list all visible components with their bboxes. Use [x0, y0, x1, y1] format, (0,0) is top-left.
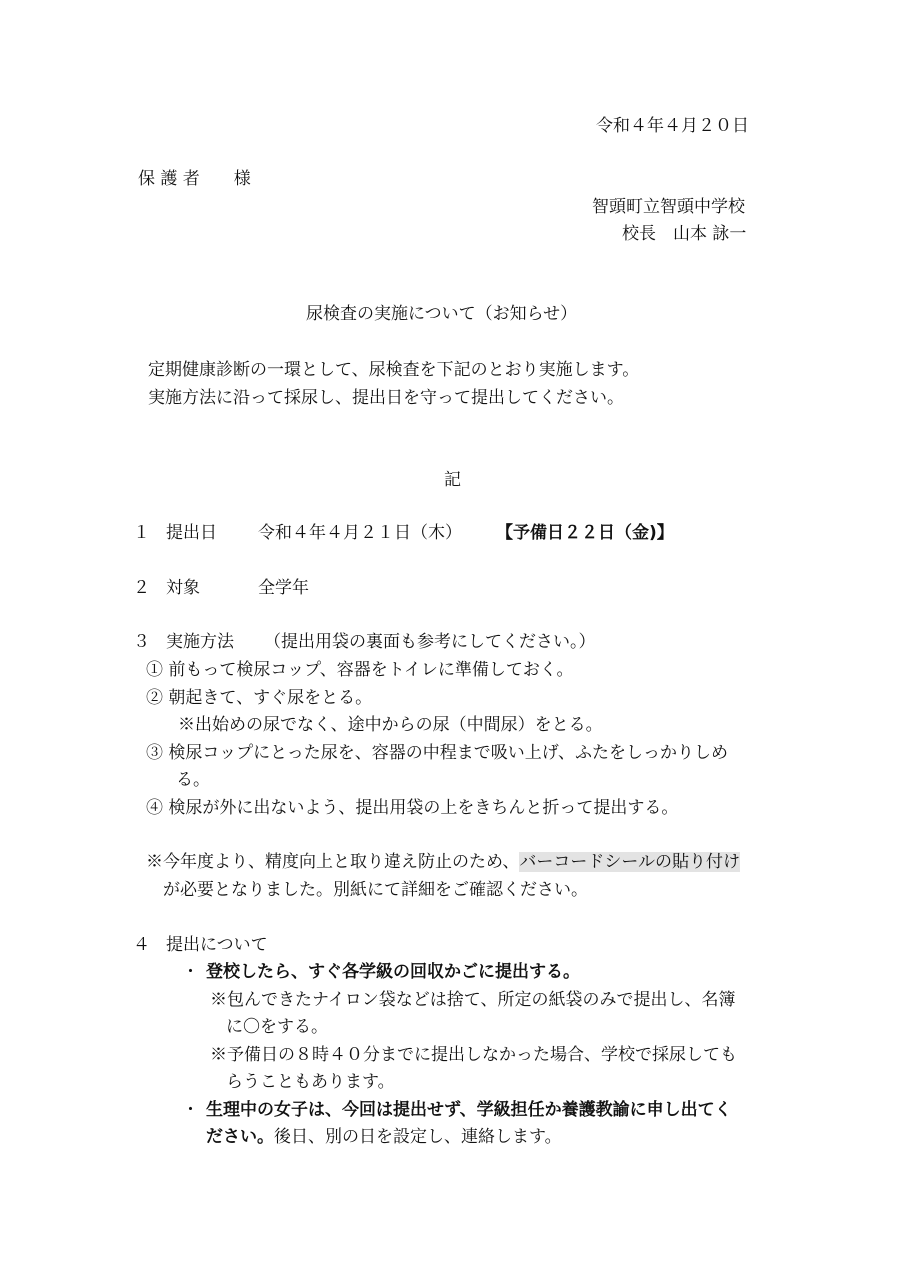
item2-value: 全学年 [258, 578, 309, 598]
document-title: 尿検査の実施について（お知らせ） [306, 304, 578, 324]
barcode-notice-text: ※今年度より、精度向上と取り違え防止のため、 [146, 852, 520, 872]
barcode-notice-highlight: バーコードシールの貼り付け [519, 852, 740, 872]
step-2: ② 朝起きて、すぐ尿をとる。 [146, 688, 373, 708]
ki-heading: 記 [444, 470, 461, 490]
item2-number: ２ [133, 578, 150, 598]
item1-number: １ [133, 523, 150, 543]
item2-label: 対象 [166, 578, 200, 598]
bullet-2-text: 生理中の女子は、今回は提出せず、学級担任か養護教諭に申し出てく [206, 1100, 732, 1120]
principal-name: 校長 山本 詠一 [622, 224, 747, 244]
bullet-1: ・ [182, 962, 199, 982]
step-1: ① 前もって検尿コップ、容器をトイレに準備しておく。 [146, 660, 574, 680]
barcode-notice-line-1 [146, 852, 740, 872]
item4-number: ４ [133, 935, 150, 955]
item1-date: 令和４年４月２１日（木） [258, 523, 462, 543]
step-2-note: ※出始めの尿でなく、途中からの尿（中間尿）をとる。 [178, 715, 603, 735]
bullet-1-text: 登校したら、すぐ各学級の回収かごに提出する。 [206, 962, 580, 982]
bullet-2-line-2 [206, 1127, 562, 1147]
item4-label: 提出について [166, 935, 268, 955]
bullet-1-note-2-cont: らうこともあります。 [226, 1072, 395, 1092]
item1-backup-date: 【予備日２２日（金)】 [496, 523, 674, 543]
intro-line-2: 実施方法に沿って採尿し、提出日を守って提出してください。 [148, 388, 624, 408]
step-3-cont: る。 [176, 770, 210, 790]
bullet-1-note-1-cont: に〇をする。 [226, 1017, 328, 1037]
bullet-2-bold-end: ださい。 [206, 1127, 274, 1147]
document-date: 令和４年４月２０日 [596, 116, 749, 136]
recipient: 保 護 者 様 [138, 169, 251, 189]
bullet-1-note-2: ※予備日の８時４０分までに提出しなかった場合、学校で採尿しても [210, 1045, 737, 1065]
step-4: ④ 検尿が外に出ないよう、提出用袋の上をきちんと折って提出する。 [146, 798, 679, 818]
item3-number: ３ [133, 632, 150, 652]
item1-label: 提出日 [166, 523, 217, 543]
item3-label: 実施方法 [166, 632, 234, 652]
bullet-1-note-1: ※包んできたナイロン袋などは捨て、所定の紙袋のみで提出し、名簿 [210, 990, 736, 1010]
bullet-2: ・ [182, 1100, 199, 1120]
bullet-2-rest: 後日、別の日を設定し、連絡します。 [274, 1127, 562, 1147]
school-name: 智頭町立智頭中学校 [592, 197, 745, 217]
item3-note: （提出用袋の裏面も参考にしてください。） [264, 632, 596, 652]
barcode-notice-line-2: が必要となりました。別紙にて詳細をご確認ください。 [163, 880, 588, 900]
step-3: ③ 検尿コップにとった尿を、容器の中程まで吸い上げ、ふたをしっかりしめ [146, 743, 729, 763]
intro-line-1: 定期健康診断の一環として、尿検査を下記のとおり実施します。 [148, 360, 640, 380]
